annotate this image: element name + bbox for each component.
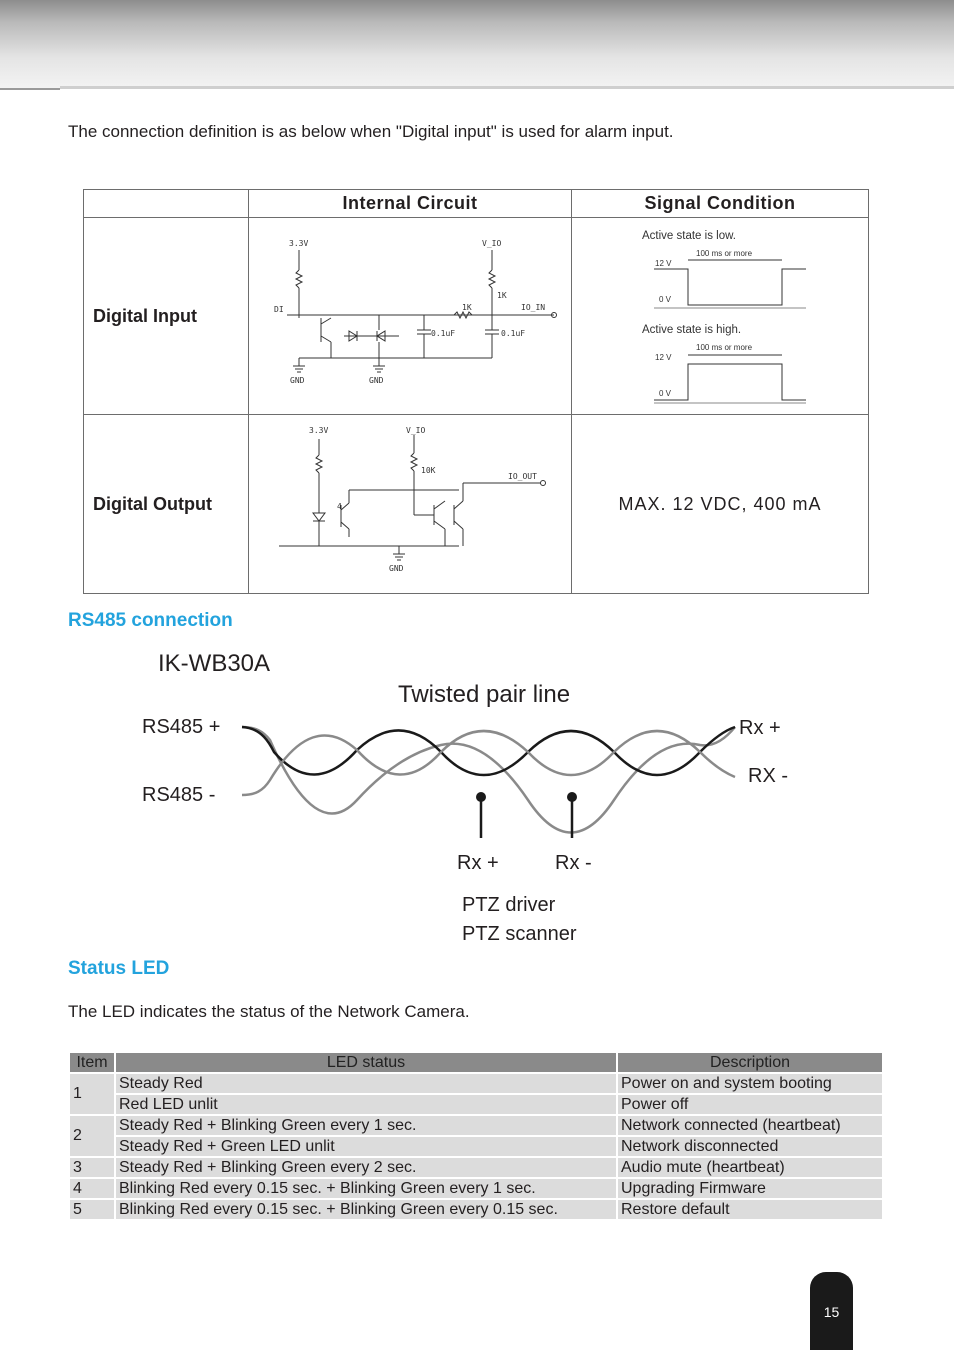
ptz-scanner-label: PTZ scanner	[462, 923, 577, 945]
table-row	[70, 1200, 882, 1219]
led-description-cell: Network disconnected	[618, 1137, 882, 1156]
digital-input-schematic	[249, 218, 571, 409]
led-description-cell: Power on and system booting	[618, 1074, 882, 1093]
io-definition-table	[83, 189, 869, 594]
status-led-intro: The LED indicates the status of the Network Camera.	[68, 1002, 470, 1021]
digital-input-circuit	[249, 218, 572, 415]
tap-rx-plus-label: Rx +	[457, 852, 499, 874]
signal-timing-diagram	[572, 218, 868, 409]
ptz-driver-label: PTZ driver	[462, 894, 556, 916]
led-item-cell: 2	[70, 1116, 114, 1156]
digital-output-schematic	[249, 415, 571, 588]
digital-input-signal	[572, 218, 869, 415]
low-12v-label: 12 V	[655, 259, 672, 268]
high-12v-label: 12 V	[655, 353, 672, 362]
table-row	[70, 1095, 882, 1114]
header-divider-accent	[0, 88, 60, 90]
active-low-title: Active state is low.	[642, 230, 736, 242]
di-r2-label: 1K	[497, 291, 507, 300]
led-item-cell: 5	[70, 1200, 114, 1219]
status-led-section-title: Status LED	[68, 958, 170, 979]
led-status-cell: Steady Red + Green LED unlit	[116, 1137, 616, 1156]
twisted-wire-gray-lower	[242, 731, 735, 795]
io-header-signal-condition: Signal Condition	[572, 190, 869, 218]
di-c1-label: 0.1uF	[431, 329, 456, 338]
led-header-description: Description	[618, 1053, 882, 1072]
led-item-cell: 4	[70, 1179, 114, 1198]
do-3v3-label: 3.3V	[309, 426, 329, 435]
io-row-digital-input	[84, 218, 869, 415]
active-low-waveform	[654, 269, 806, 305]
di-io-in-label: IO_IN	[521, 303, 546, 312]
led-status-cell: Blinking Red every 0.15 sec. + Blinking Green every 0.15 sec.	[116, 1200, 616, 1219]
rs485-device-label: IK-WB30A	[158, 650, 271, 677]
di-gnd1-label: GND	[290, 376, 305, 385]
io-header-internal-circuit: Internal Circuit	[249, 190, 572, 218]
digital-output-label: Digital Output	[84, 415, 249, 594]
led-item-cell: 1	[70, 1074, 114, 1114]
active-high-title: Active state is high.	[642, 324, 742, 336]
di-gnd2-label: GND	[369, 376, 384, 385]
table-row	[70, 1074, 882, 1093]
led-status-cell: Red LED unlit	[116, 1095, 616, 1114]
right-rx-minus-label: RX -	[748, 765, 788, 787]
tap-rx-minus-label: Rx -	[555, 852, 592, 874]
do-io-out-label: IO_OUT	[508, 472, 537, 481]
table-row	[70, 1179, 882, 1198]
table-row	[70, 1116, 882, 1135]
led-status-cell: Steady Red + Blinking Green every 1 sec.	[116, 1116, 616, 1135]
twisted-pair-label: Twisted pair line	[398, 681, 571, 708]
led-status-cell: Steady Red	[116, 1074, 616, 1093]
table-row	[70, 1158, 882, 1177]
led-description-cell: Upgrading Firmware	[618, 1179, 882, 1198]
rs485-minus-label: RS485 -	[142, 784, 216, 806]
led-header-item: Item	[70, 1053, 114, 1072]
led-status-cell: Blinking Red every 0.15 sec. + Blinking Green every 1 sec.	[116, 1179, 616, 1198]
do-vio-label: V_IO	[406, 426, 426, 435]
digital-output-spec: MAX. 12 VDC, 400 mA	[572, 415, 869, 594]
digital-output-circuit	[249, 415, 572, 594]
led-status-table	[68, 1051, 884, 1221]
rs485-plus-label: RS485 +	[142, 716, 221, 738]
high-0v-label: 0 V	[659, 389, 672, 398]
page-number-tab	[810, 1272, 853, 1350]
io-row-digital-output	[84, 415, 869, 594]
do-r-label: 10K	[421, 466, 436, 475]
di-r1-label: 1K	[462, 303, 472, 312]
table-row	[70, 1137, 882, 1156]
led-description-cell: Restore default	[618, 1200, 882, 1219]
do-pin-label: 4	[337, 502, 342, 511]
di-c2-label: 0.1uF	[501, 329, 526, 338]
led-item-cell: 3	[70, 1158, 114, 1177]
low-duration-label: 100 ms or more	[696, 249, 753, 258]
di-3v3-label: 3.3V	[289, 239, 309, 248]
high-duration-label: 100 ms or more	[696, 343, 753, 352]
io-header-blank	[84, 190, 249, 218]
twisted-pair-diagram	[0, 700, 954, 850]
page-number: 15	[823, 1304, 840, 1320]
do-gnd-label: GND	[389, 564, 404, 573]
right-rx-plus-label: Rx +	[739, 717, 781, 739]
led-description-cell: Power off	[618, 1095, 882, 1114]
low-0v-label: 0 V	[659, 295, 672, 304]
led-description-cell: Network connected (heartbeat)	[618, 1116, 882, 1135]
intro-text: The connection definition is as below when "Digital input" is used for alarm input.	[68, 122, 674, 141]
led-status-cell: Steady Red + Blinking Green every 2 sec.	[116, 1158, 616, 1177]
active-high-waveform	[654, 364, 806, 400]
page-header-band	[0, 0, 954, 88]
io-table-header-row	[84, 190, 869, 218]
led-description-cell: Audio mute (heartbeat)	[618, 1158, 882, 1177]
header-divider	[60, 86, 954, 89]
rs485-section-title: RS485 connection	[68, 610, 233, 631]
di-vio-label: V_IO	[482, 239, 502, 248]
twisted-wire-gray	[242, 727, 735, 833]
led-table-header-row	[70, 1053, 882, 1072]
di-pin-label: DI	[274, 305, 284, 314]
digital-input-label: Digital Input	[84, 218, 249, 415]
led-header-status: LED status	[116, 1053, 616, 1072]
